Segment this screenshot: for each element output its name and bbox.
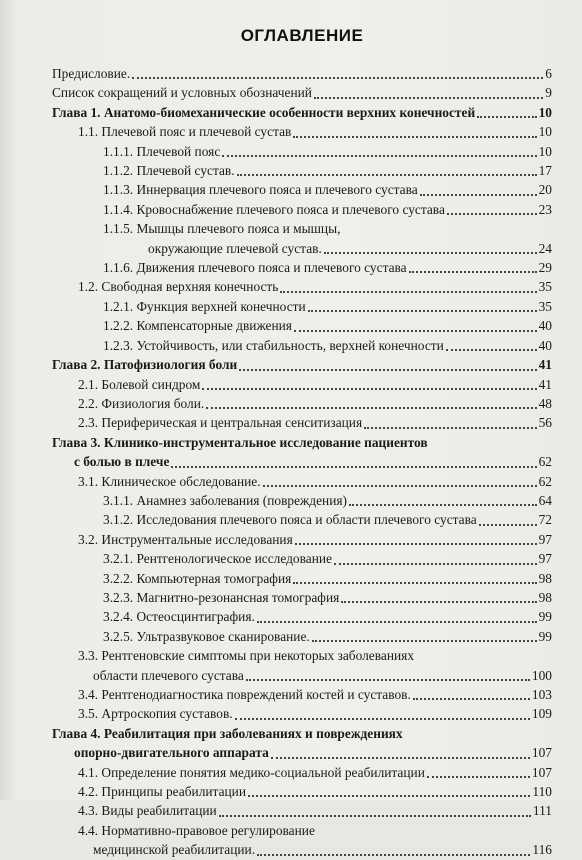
toc-entry[interactable]: [52, 588, 552, 607]
leader-dots: [246, 679, 530, 681]
toc-entry[interactable]: [52, 510, 552, 529]
toc-chapter[interactable]: [52, 452, 552, 471]
toc-entry-text: 4.3. Виды реабилитации: [78, 803, 217, 819]
toc-entry-text: 4.2. Принципы реабилитации: [78, 784, 247, 800]
toc-entry-page: 17: [538, 163, 552, 179]
leader-dots: [314, 97, 543, 99]
page-title: ОГЛАВЛЕНИЕ: [240, 26, 364, 45]
toc-entry-page: 98: [538, 570, 552, 586]
leader-dots: [413, 698, 530, 700]
toc-entry-page: 56: [538, 415, 552, 431]
toc-entry-page: 40: [538, 337, 552, 353]
toc-entry-page: 103: [531, 687, 552, 702]
toc-entry[interactable]: [52, 161, 552, 180]
toc-entry-page: 97: [538, 531, 552, 547]
toc-entry[interactable]: [52, 239, 552, 258]
leader-dots: [294, 330, 537, 332]
toc-entry-text: 3.5. Артроскопия суставов.: [78, 706, 233, 722]
toc-entry-page: 107: [531, 764, 552, 780]
toc-entry[interactable]: [52, 472, 552, 491]
toc-entry-page: 41: [538, 357, 552, 373]
leader-dots: [219, 815, 531, 817]
toc-entry[interactable]: [52, 142, 552, 161]
toc-entry-text: 3.4. Рентгенодиагностика повреждений костей и суставов.: [78, 687, 411, 702]
leader-dots: [341, 601, 536, 603]
toc-entry-page: 64: [538, 492, 552, 508]
toc-entry-text: 2.3. Периферическая и центральная сенситизация: [78, 415, 363, 431]
toc-entry-page: 35: [538, 279, 552, 295]
toc-entry-first-line[interactable]: 1.1.5. Мышцы плечевого пояса и мышцы,: [103, 221, 341, 237]
leader-dots: [222, 155, 536, 157]
toc-entry[interactable]: [52, 801, 552, 820]
toc-entry-text: 1.1.2. Плечевой сустав.: [103, 163, 235, 179]
leader-dots: [295, 543, 537, 545]
leader-dots: [257, 621, 537, 623]
leader-dots: [206, 407, 536, 409]
toc-entry-text: 3.2.2. Компьютерная томография: [103, 570, 292, 586]
toc-entry[interactable]: [52, 763, 552, 782]
toc-entry-text: 4.1. Определение понятия медико-социальной реабилитации: [78, 764, 425, 780]
toc-entry-text: 1.2.1. Функция верхней конечности: [103, 298, 306, 314]
toc-entry[interactable]: [52, 180, 552, 199]
toc-entry[interactable]: [52, 83, 552, 102]
leader-dots: [132, 77, 543, 79]
leader-dots: [447, 213, 537, 215]
toc-chapter[interactable]: [52, 743, 552, 762]
toc-entry-page: 9: [545, 85, 552, 101]
toc-entry-text: области плечевого сустава: [93, 667, 244, 683]
leader-dots: [420, 194, 537, 196]
leader-dots: [364, 427, 536, 429]
toc-entry[interactable]: [52, 627, 552, 646]
toc-entry[interactable]: [52, 704, 552, 723]
toc-entry-text: 1.1.3. Иннервация плечевого пояса и плечевого сустава: [103, 182, 418, 198]
toc-entry[interactable]: [52, 277, 552, 296]
leader-dots: [271, 757, 530, 759]
leader-dots: [409, 271, 537, 273]
toc-entry[interactable]: [52, 258, 552, 277]
toc-entry[interactable]: [52, 413, 552, 432]
leader-dots: [349, 504, 537, 506]
toc-entry-text: 3.2.1. Рентгенологическое исследование: [103, 551, 332, 567]
toc-entry-page: 107: [531, 745, 552, 761]
toc-entry-text: 3.2. Инструментальные исследования: [78, 531, 293, 547]
toc-entry[interactable]: [52, 491, 552, 510]
toc-entry-page: 10: [538, 124, 552, 140]
toc-chapter[interactable]: [52, 355, 552, 374]
leader-dots: [248, 795, 530, 797]
toc-entry[interactable]: [52, 782, 552, 801]
toc-entry-page: 62: [538, 473, 552, 489]
leader-dots: [308, 310, 537, 312]
leader-dots: [324, 252, 537, 254]
toc-entry-text: 1.1.1. Плечевой пояс: [103, 143, 221, 159]
toc-entry-page: 116: [532, 842, 552, 858]
toc-entry[interactable]: [52, 64, 552, 83]
toc-entry-text: с болью в плече: [74, 454, 170, 470]
toc-entry-page: 98: [538, 589, 552, 605]
leader-dots: [202, 388, 536, 390]
toc-entry[interactable]: [52, 530, 552, 549]
leader-dots: [312, 640, 537, 642]
leader-dots: [427, 776, 530, 778]
leader-dots: [237, 174, 537, 176]
toc-entry-page: 10: [538, 143, 552, 159]
leader-dots: [235, 718, 530, 720]
toc-entry[interactable]: [52, 549, 552, 568]
leader-dots: [239, 369, 536, 371]
toc-entry[interactable]: [52, 607, 552, 626]
toc-entry-page: 99: [538, 609, 552, 625]
toc-entry-first-line[interactable]: 4.4. Нормативно-правовое регулирование: [78, 822, 315, 838]
toc-entry-page: 20: [538, 182, 552, 198]
toc-entry[interactable]: [52, 569, 552, 588]
toc-entry-text: 3.2.4. Остеосцинтиграфия.: [103, 609, 255, 625]
toc-entry[interactable]: [52, 200, 552, 219]
toc-entry[interactable]: [52, 840, 552, 859]
leader-dots: [171, 466, 536, 468]
toc-entry-text: Список сокращений и условных обозначений: [52, 85, 312, 101]
table-of-contents: [52, 64, 552, 860]
toc-entry-page: 99: [538, 628, 552, 644]
toc-entry-page: 109: [531, 706, 552, 722]
toc-entry-text: 1.1.4. Кровоснабжение плечевого пояса и плечевого сустава: [103, 201, 445, 217]
toc-entry-page: 29: [538, 260, 552, 276]
leader-dots: [280, 291, 536, 293]
toc-entry[interactable]: [52, 297, 552, 316]
toc-entry-page: 110: [532, 784, 552, 800]
toc-entry-text: 1.2.3. Устойчивость, или стабильность, верхней конечности: [103, 337, 444, 353]
toc-entry-text: Глава 1. Анатомо-биомеханические особенности верхних конечностей: [52, 104, 476, 120]
leader-dots: [293, 582, 536, 584]
toc-entry-text: 3.2.5. Ультразвуковое сканирование.: [103, 628, 310, 644]
toc-entry[interactable]: [52, 685, 552, 704]
toc-entry-first-line[interactable]: 3.3. Рентгеновские симптомы при некоторых заболеваниях: [78, 648, 415, 664]
toc-entry-page: 41: [538, 376, 552, 392]
toc-entry-text: 1.2. Свободная верхняя конечность: [78, 279, 279, 295]
toc-entry-text: опорно-двигательного аппарата: [74, 745, 269, 761]
toc-entry-page: 72: [538, 512, 552, 528]
toc-chapter[interactable]: [52, 103, 552, 122]
toc-entry-text: Глава 2. Патофизиология боли: [52, 357, 238, 373]
leader-dots: [334, 563, 537, 565]
toc-entry-text: 1.2.2. Компенсаторные движения: [103, 318, 292, 334]
leader-dots: [257, 854, 530, 856]
toc-entry-text: окружающие плечевой сустав.: [148, 240, 322, 256]
toc-entry-page: 24: [538, 240, 552, 256]
toc-entry-page: 48: [538, 395, 552, 411]
toc-entry-text: 2.2. Физиология боли.: [78, 395, 205, 411]
toc-entry[interactable]: [52, 394, 552, 413]
toc-entry-page: 62: [538, 454, 552, 470]
toc-entry-page: 100: [531, 667, 552, 683]
toc-entry-page: 6: [545, 66, 552, 81]
toc-entry[interactable]: [52, 316, 552, 335]
toc-entry[interactable]: [52, 375, 552, 394]
leader-dots: [263, 485, 537, 487]
leader-dots: [293, 136, 536, 138]
toc-entry-text: 1.1.6. Движения плечевого пояса и плечевого сустава: [103, 260, 407, 276]
toc-entry-page: 40: [538, 318, 552, 334]
leader-dots: [477, 116, 536, 118]
toc-entry-text: 2.1. Болевой синдром: [78, 376, 201, 392]
toc-entry-text: 3.2.3. Магнитно-резонансная томография: [103, 589, 340, 605]
toc-entry-page: 111: [532, 803, 552, 819]
leader-dots: [446, 349, 537, 351]
toc-entry-text: 3.1.1. Анамнез заболевания (повреждения): [103, 492, 347, 508]
toc-entry-page: 23: [538, 201, 552, 217]
toc-entry-page: 35: [538, 298, 552, 314]
toc-entry-page: 97: [538, 551, 552, 567]
toc-entry-text: 3.1.2. Исследования плечевого пояса и области плечевого сустава: [103, 512, 477, 528]
toc-entry-text: 3.1. Клиническое обследование.: [78, 473, 261, 489]
toc-entry-page: 10: [538, 104, 552, 120]
toc-entry-text: медицинской реабилитации.: [93, 842, 256, 858]
toc-chapter-first-line[interactable]: Глава 3. Клинико-инструментальное исследование пациентов: [52, 434, 428, 450]
toc-entry[interactable]: [52, 666, 552, 685]
leader-dots: [479, 524, 537, 526]
toc-entry-text: Предисловие.: [52, 66, 131, 81]
toc-entry[interactable]: [52, 336, 552, 355]
toc-entry[interactable]: [52, 122, 552, 141]
toc-entry-text: 1.1. Плечевой пояс и плечевой сустав: [78, 124, 292, 140]
toc-chapter-first-line[interactable]: Глава 4. Реабилитация при заболеваниях и повреждениях: [52, 725, 403, 741]
